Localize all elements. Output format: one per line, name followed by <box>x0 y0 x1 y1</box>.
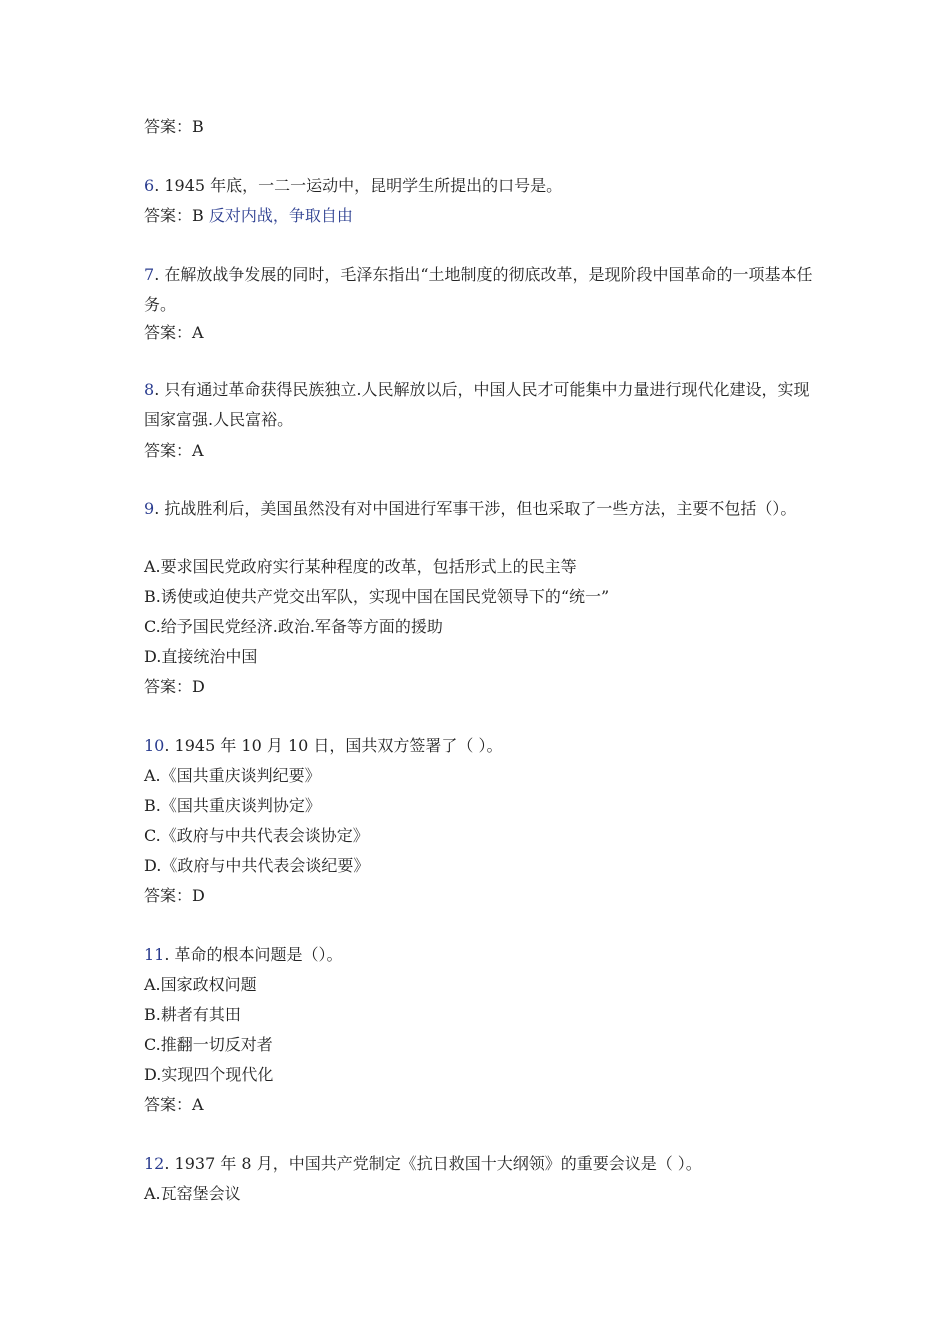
question-number: 10 <box>144 736 165 755</box>
option-q10-b: B.《国共重庆谈判协定》 <box>144 796 321 815</box>
option-q9-d: D.直接统治中国 <box>144 647 258 666</box>
answer-text: 反对内战，争取自由 <box>208 206 353 225</box>
option-q11-b: B.耕者有其田 <box>144 1005 241 1024</box>
question-text: . 在解放战争发展的同时，毛泽东指出“土地制度的彻底改革，是现阶段中国革命的一项基本任务。 <box>144 265 813 314</box>
option-q10-d: D.《政府与中共代表会谈纪要》 <box>144 856 370 875</box>
option-q10-a: A.《国共重庆谈判纪要》 <box>144 766 321 785</box>
answer-prefix: 答案：B <box>144 206 204 225</box>
question-8 <box>144 375 824 435</box>
question-number: 8 <box>144 380 155 399</box>
question-text: . 1945 年 10 月 10 日，国共双方签署了（ ）。 <box>164 736 503 755</box>
question-number: 12 <box>144 1154 165 1173</box>
question-text: . 革命的根本问题是（）。 <box>164 945 343 964</box>
question-text: . 抗战胜利后，美国虽然没有对中国进行军事干涉，但也采取了一些方法，主要不包括（）。 <box>154 499 797 518</box>
option-q10-c: C.《政府与中共代表会谈协定》 <box>144 826 369 845</box>
question-text: . 只有通过革命获得民族独立.人民解放以后，中国人民才可能集中力量进行现代化建设，实现国家富强.人民富裕。 <box>144 380 810 429</box>
answer-q5: 答案：B <box>144 117 204 136</box>
question-number: 6 <box>144 176 155 195</box>
option-q9-b: B.诱使或迫使共产党交出军队，实现中国在国民党领导下的“统一” <box>144 587 610 606</box>
question-6 <box>144 176 824 196</box>
option-q11-c: C.推翻一切反对者 <box>144 1035 273 1054</box>
answer-q9: 答案：D <box>144 677 205 696</box>
answer-q11: 答案：A <box>144 1095 204 1114</box>
option-q9-a: A.要求国民党政府实行某种程度的改革，包括形式上的民主等 <box>144 557 577 576</box>
question-text: . 1945 年底，一二一运动中，昆明学生所提出的口号是。 <box>154 176 563 195</box>
option-q11-a: A.国家政权问题 <box>144 975 257 994</box>
option-q12-a: A.瓦窑堡会议 <box>144 1184 241 1203</box>
question-number: 7 <box>144 265 155 284</box>
question-number: 9 <box>144 499 155 518</box>
answer-q7: 答案：A <box>144 323 204 342</box>
question-11 <box>144 945 824 965</box>
question-number: 11 <box>144 945 165 964</box>
answer-q8: 答案：A <box>144 441 204 460</box>
question-7 <box>144 260 824 320</box>
question-12 <box>144 1154 824 1174</box>
answer-q10: 答案：D <box>144 886 205 905</box>
question-9 <box>144 494 824 524</box>
option-q11-d: D.实现四个现代化 <box>144 1065 274 1084</box>
option-q9-c: C.给予国民党经济.政治.军备等方面的援助 <box>144 617 443 636</box>
question-text: . 1937 年 8 月，中国共产党制定《抗日救国十大纲领》的重要会议是（ ）。 <box>164 1154 702 1173</box>
question-10 <box>144 736 824 756</box>
answer-q6 <box>144 206 824 226</box>
